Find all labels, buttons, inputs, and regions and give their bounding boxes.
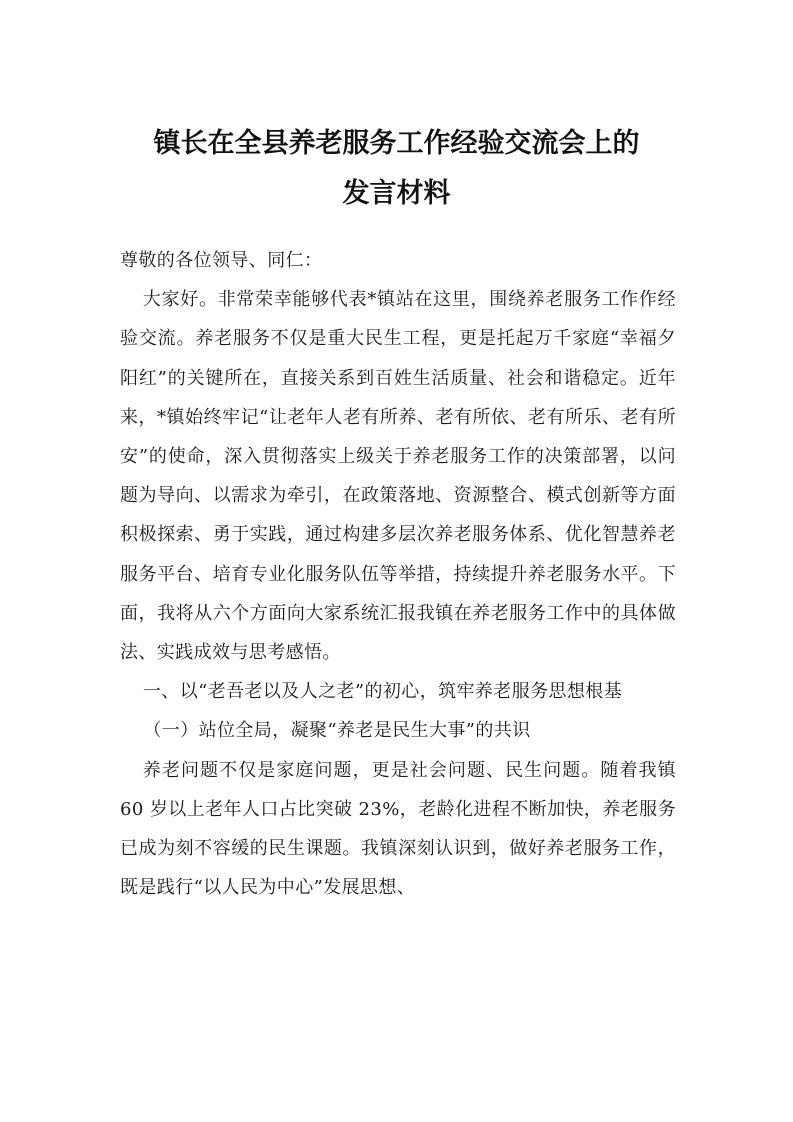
intro-paragraph: 大家好。非常荣幸能够代表*镇站在这里，围绕养老服务工作作经验交流。养老服务不仅是重大民生工程，更是托起万千家庭“幸福夕阳红”的关键所在，直接关系到百姓生活质量、社会和谐稳定。近年来，*镇始终牢记“让老年人老有所养、老有所依、老有所乐、老有所安”的使命，深入贯彻落实上级关于养老服务工作的决策部署，以问题为导向、以需求为牵引，在政策落地、资源整合、模式创新等方面积极探索、勇于实践，通过构建多层次养老服务体系、优化智慧养老服务平台、培育专业化服务队伍等举措，持续提升养老服务水平。下面，我将从六个方面向大家系统汇报我镇在养老服务工作中的具体做法、实践成效与思考感悟。	[120, 289, 676, 664]
document-title-line-1: 镇长在全县养老服务工作经验交流会上的	[153, 128, 640, 159]
document-body	[120, 241, 676, 907]
document-title-line-2: 发言材料	[342, 178, 451, 209]
salutation: 尊敬的各位领导、同仁：	[120, 250, 323, 271]
subsection-heading-1-1: （一）站位全局，凝聚“养老是民生大事”的共识	[143, 720, 531, 742]
paragraph-1-1: 养老问题不仅是家庭问题，更是社会问题、民生问题。随着我镇 60 岁以上老年人口占比突破 23%，老龄化进程不断加快，养老服务已成为刻不容缓的民生课题。我镇深刻认识到，做好养老服务工作，既是践行“以人民为中心”发展思想、	[120, 759, 676, 899]
section-heading-1: 一、以“老吾老以及人之老”的初心，筑牢养老服务思想根基	[142, 681, 623, 703]
